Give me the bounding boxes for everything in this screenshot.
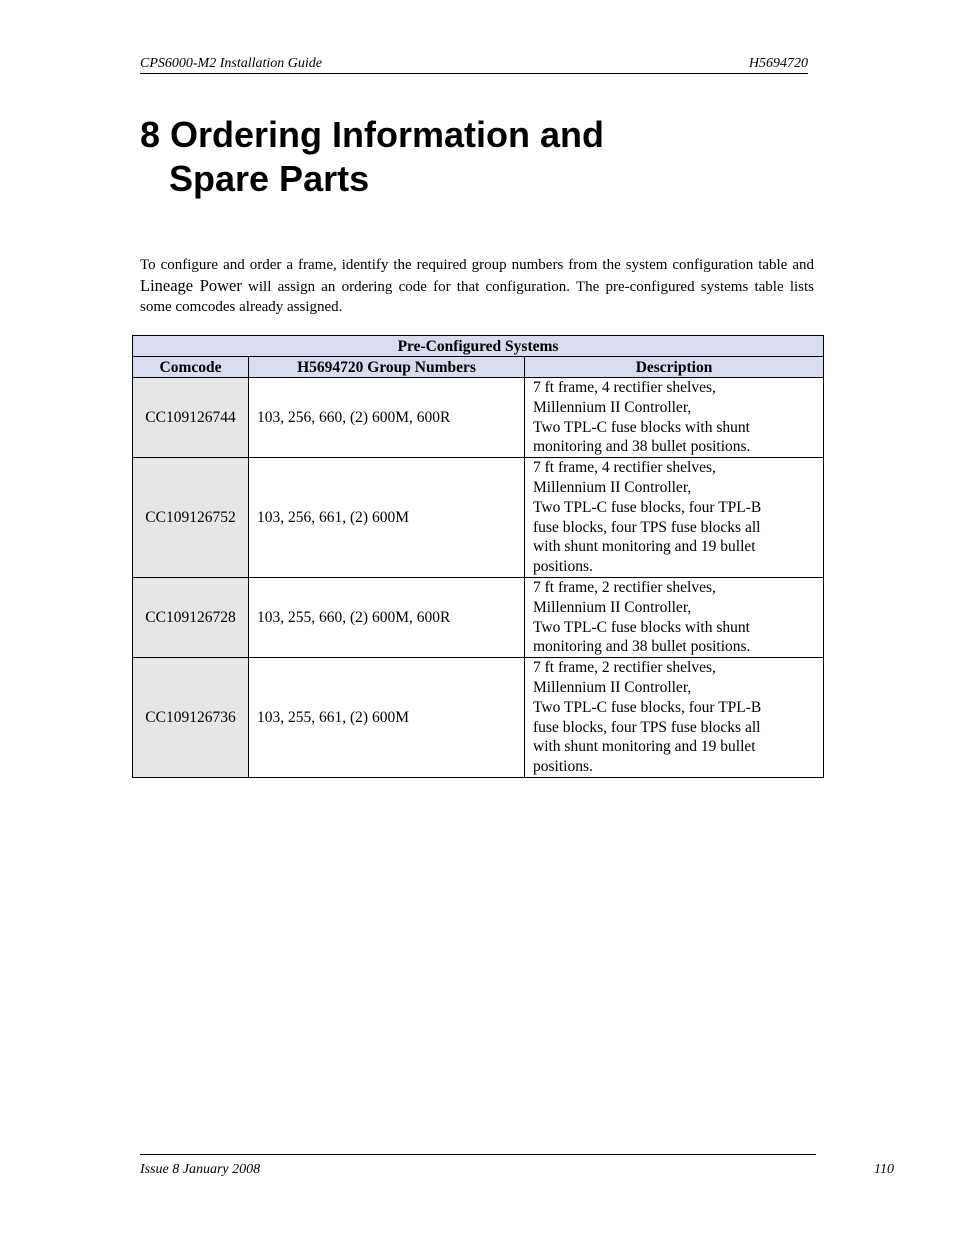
table-row [133, 658, 824, 778]
column-header-group-numbers: H5694720 Group Numbers [249, 357, 525, 378]
column-header-comcode: Comcode [133, 357, 249, 378]
description-line: positions. [533, 758, 593, 776]
page-footer [140, 1154, 894, 1180]
description-line: monitoring and 38 bullet positions. [533, 438, 751, 456]
description-line: 7 ft frame, 4 rectifier shelves, [533, 379, 716, 396]
header-doc-number: H5694720 [748, 56, 808, 71]
group-numbers-cell: 103, 255, 660, (2) 600M, 600R [249, 577, 525, 657]
preconfigured-systems-table [132, 335, 824, 778]
description-line: Millennium II Controller, [533, 678, 692, 696]
comcode-cell: CC109126736 [133, 658, 249, 778]
intro-paragraph [140, 255, 814, 318]
description-cell [525, 458, 824, 578]
footer-issue-date: Issue 8 January 2008 [140, 1162, 261, 1177]
page-number: 110 [874, 1162, 894, 1177]
group-numbers-cell: 103, 255, 661, (2) 600M [249, 658, 525, 778]
description-line: 7 ft frame, 4 rectifier shelves, [533, 459, 716, 477]
group-numbers-cell: 103, 256, 661, (2) 600M [249, 458, 525, 578]
group-numbers-cell: 103, 256, 660, (2) 600M, 600R [249, 378, 525, 458]
footer-rule [140, 1154, 816, 1155]
description-line: Millennium II Controller, [533, 478, 692, 496]
header-doc-title: CPS6000-M2 Installation Guide [140, 56, 322, 71]
description-line: 7 ft frame, 2 rectifier shelves, [533, 659, 716, 677]
comcode-cell: CC109126744 [133, 378, 249, 458]
description-line: Two TPL-C fuse blocks, four TPL-B [533, 498, 762, 516]
column-header-description: Description [525, 357, 824, 378]
chapter-title-line2: Spare Parts [169, 158, 370, 199]
intro-text-1: To configure and order a frame, identify the required group numbers from the system configuration table and [140, 257, 814, 273]
description-line: with shunt monitoring and 19 bullet [533, 538, 756, 556]
table-row [133, 577, 824, 657]
table-body [133, 378, 824, 778]
table-caption: Pre-Configured Systems [133, 336, 824, 357]
description-line: fuse blocks, four TPS fuse blocks all [533, 718, 761, 736]
comcode-cell: CC109126752 [133, 458, 249, 578]
description-line: Two TPL-C fuse blocks with shunt [533, 418, 750, 436]
chapter-title-line1: 8 Ordering Information and [140, 114, 605, 155]
company-name: Lineage Power [140, 275, 242, 295]
intro-text-2: will assign an ordering code for that configuration. The pre-configured systems table lists some comcodes already assigned. [140, 278, 814, 315]
description-cell [525, 378, 824, 458]
description-line: monitoring and 38 bullet positions. [533, 638, 751, 656]
comcode-cell: CC109126728 [133, 577, 249, 657]
description-line: Two TPL-C fuse blocks, four TPL-B [533, 698, 762, 716]
description-line: 7 ft frame, 2 rectifier shelves, [533, 578, 716, 596]
description-line: Two TPL-C fuse blocks with shunt [533, 618, 750, 636]
table-row [133, 378, 824, 458]
description-line: positions. [533, 558, 593, 576]
description-cell [525, 577, 824, 657]
description-line: Millennium II Controller, [533, 398, 692, 416]
description-line: fuse blocks, four TPS fuse blocks all [533, 518, 761, 536]
table-row [133, 458, 824, 578]
description-cell [525, 658, 824, 778]
description-line: Millennium II Controller, [533, 598, 692, 616]
chapter-title [140, 113, 604, 201]
page-header [140, 56, 808, 74]
description-line: with shunt monitoring and 19 bullet [533, 738, 756, 756]
